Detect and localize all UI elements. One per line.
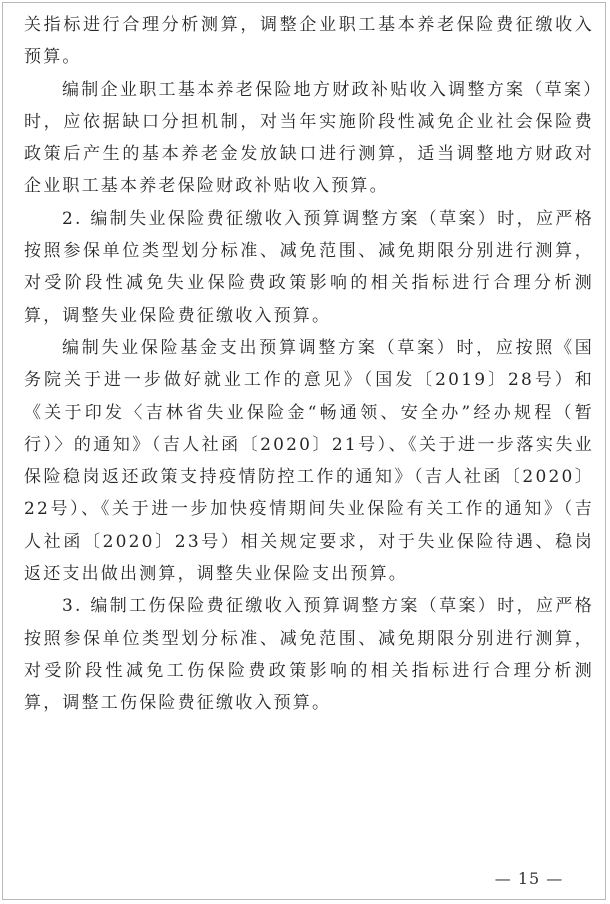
paragraph: 3. 编制工伤保险费征缴收入预算调整方案（草案）时，应严格按照参保单位类型划分标准、减免范围、减免期限分别进行测算，对受阶段性减免工伤保险费政策影响的相关指标进行合理分析测算，调整工伤保险费征缴收入预算。: [24, 596, 594, 714]
paragraph: 2. 编制失业保险费征缴收入预算调整方案（草案）时，应严格按照参保单位类型划分标准、减免范围、减免期限分别进行测算，对受阶段性减免失业保险费政策影响的相关指标进行合理分析测算，调整失业保险费征缴收入预算。: [24, 208, 594, 326]
page: [2, 2, 606, 900]
paragraph: 关指标进行合理分析测算，调整企业职工基本养老保险费征缴收入预算。: [24, 15, 594, 68]
document-body: [24, 9, 594, 720]
page-number: — 15 —: [494, 869, 564, 888]
paragraph: 编制失业保险基金支出预算调整方案（草案）时，应按照《国务院关于进一步做好就业工作的意见》（国发〔2019〕28号）和《关于印发〈吉林省失业保险金“畅通领、安全办”经办规程（暂行）〉的通知》（吉人社函〔2020〕21号）、《关于进一步落实失业保险稳岗返还政策支持疫情防控工作的通知》（吉人社函〔2020〕22号）、《关于进一步加快疫情期间失业保险有关工作的通知》（吉人社函〔2020〕23号）相关规定要求，对于失业保险待遇、稳岗返还支出做出测算，调整失业保险支出预算。: [24, 337, 594, 585]
paragraph: 编制企业职工基本养老保险地方财政补贴收入调整方案（草案）时，应依据缺口分担机制，对当年实施阶段性减免企业社会保险费政策后产生的基本养老金发放缺口进行测算，适当调整地方财政对企业职工基本养老保险财政补贴收入预算。: [24, 79, 594, 197]
